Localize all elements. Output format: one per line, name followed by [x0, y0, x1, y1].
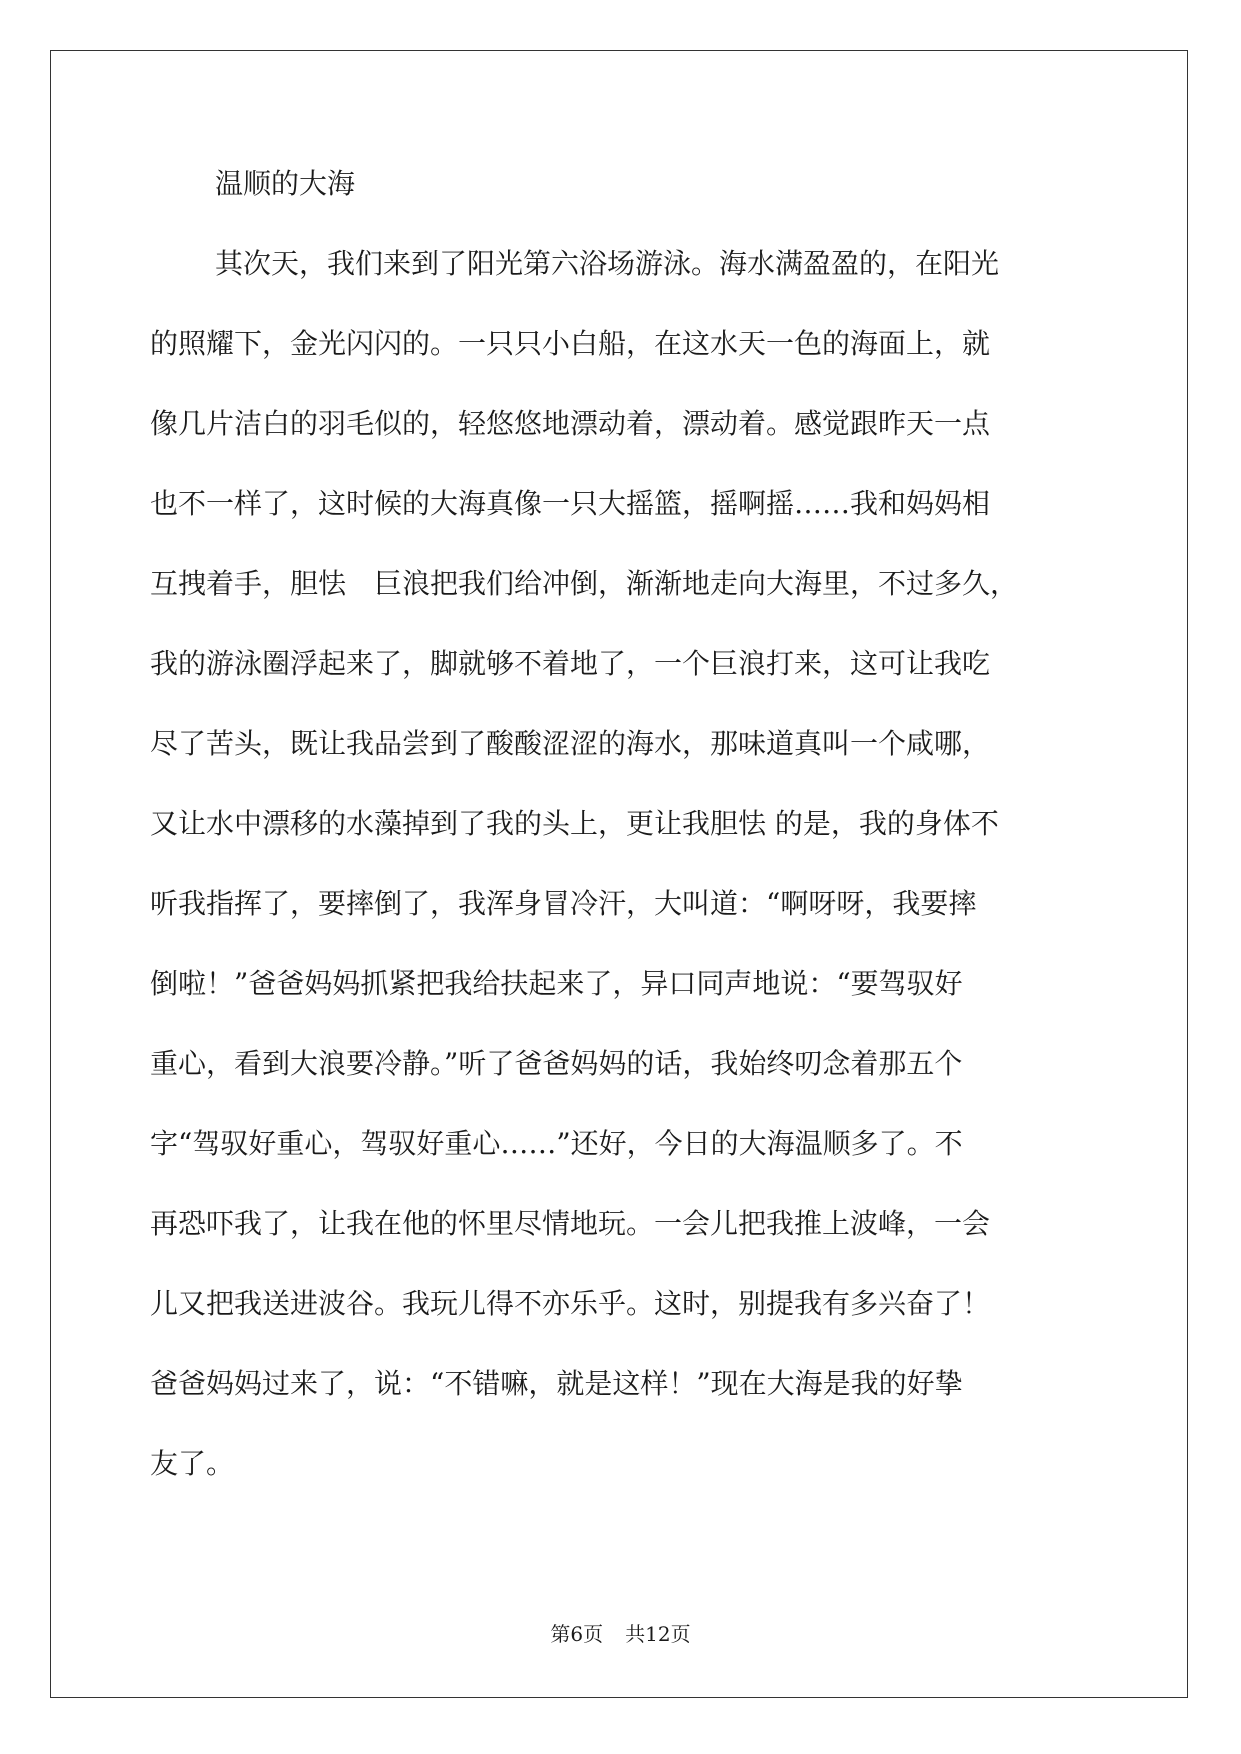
- paragraph-line: 倒啦！”爸爸妈妈抓紧把我给扶起来了，异口同声地说：“要驾驭好: [150, 967, 963, 1000]
- page-total: 共12页: [625, 1622, 691, 1646]
- document-body: [150, 160, 1090, 1520]
- page-number: 第6页: [550, 1622, 604, 1646]
- paragraph-line: 也不一样了，这时候的大海真像一只大摇篮，摇啊摇……我和妈妈相: [150, 487, 991, 520]
- paragraph-line: 又让水中漂移的水藻掉到了我的头上，更让我胆怯 的是，我的身体不: [150, 807, 999, 840]
- paragraph-line: 重心，看到大浪要冷静。”听了爸爸妈妈的话，我始终叨念着那五个: [150, 1047, 963, 1080]
- page-footer: [0, 1618, 1241, 1647]
- paragraph-line: 爸爸妈妈过来了，说：“不错嘛，就是这样！”现在大海是我的好挚: [150, 1367, 963, 1400]
- paragraph-line: 友了。: [150, 1447, 235, 1480]
- paragraph-line: 儿又把我送进波谷。我玩儿得不亦乐乎。这时，别提我有多兴奋了！: [150, 1287, 991, 1320]
- paragraph-line: 听我指挥了，要摔倒了，我浑身冒冷汗，大叫道：“啊呀呀，我要摔: [150, 887, 977, 920]
- paragraph-line: 字“驾驭好重心，驾驭好重心……”还好，今日的大海温顺多了。不: [150, 1127, 963, 1160]
- paragraph-line: 的照耀下，金光闪闪的。一只只小白船，在这水天一色的海面上，就: [150, 327, 991, 360]
- paragraph-line: 尽了苦头，既让我品尝到了酸酸涩涩的海水，那味道真叫一个咸哪，: [150, 727, 991, 760]
- paragraph-line: 我的游泳圈浮起来了，脚就够不着地了，一个巨浪打来，这可让我吃: [150, 647, 991, 680]
- document-title: 温顺的大海: [215, 167, 356, 200]
- paragraph-line: 其次天，我们来到了阳光第六浴场游泳。海水满盈盈的，在阳光: [215, 247, 1000, 280]
- paragraph-line: 像几片洁白的羽毛似的，轻悠悠地漂动着，漂动着。感觉跟昨天一点: [150, 407, 991, 440]
- paragraph-line: 再恐吓我了，让我在他的怀里尽情地玩。一会儿把我推上波峰，一会: [150, 1207, 991, 1240]
- paragraph-line: 互拽着手，胆怯 巨浪把我们给冲倒，渐渐地走向大海里，不过多久，: [150, 567, 1019, 600]
